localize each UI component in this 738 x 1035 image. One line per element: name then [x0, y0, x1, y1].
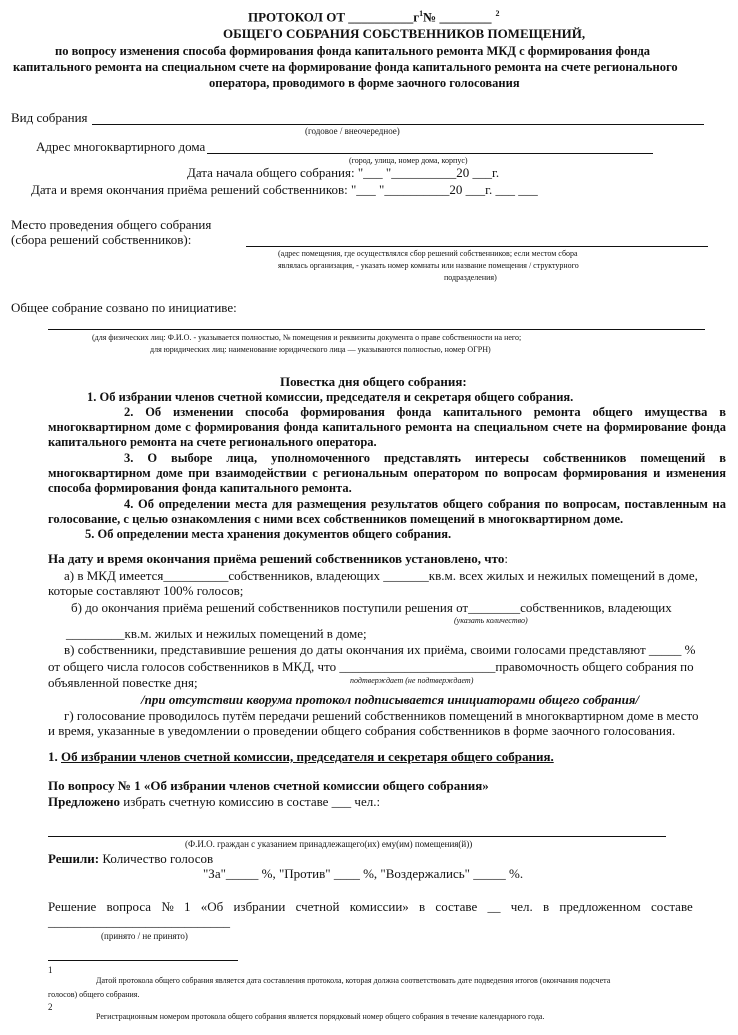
- place-hint-1: (адрес помещения, где осуществлялся сбор решений собственников; если местом сбора: [278, 249, 578, 258]
- address-hint: (город, улица, номер дома, корпус): [349, 156, 468, 165]
- place-label: Место проведения общего собрания: [11, 217, 212, 232]
- agenda-item-2: 2. Об изменении способа формирования фонда капитального ремонта общего имущества в многоквартирном доме с формирования фонда капитального ремонта на специальном счете на формирование фонда капитального ремонта на счете регионального оператора.: [48, 405, 726, 450]
- meeting-type-hint: (годовое / внеочередное): [305, 126, 400, 136]
- agenda-item-1: 1. Об избрании членов счетной комиссии, председателя и секретаря общего собрания.: [87, 390, 574, 404]
- meeting-type-field[interactable]: [92, 124, 704, 125]
- decided-line: Решили: Количество голосов: [48, 851, 214, 866]
- decision-line-1: Решение вопроса № 1 «Об избрании счетной комиссии» в составе __ чел. в предложенном составе: [48, 899, 693, 914]
- agenda-item-3: 3. О выборе лица, уполномоченного представлять интересы собственников помещений в многоквартирном доме при взаимодействии с региональным оператором по вопросам формирования и изменения способа формирования фонда капитального ремонта.: [48, 451, 726, 496]
- quorum-a-1: а) в МКД имеется__________собственников, владеющих _______кв.м. всех жилых и нежилых помещений в доме,: [64, 568, 698, 583]
- initiator-label: Общее собрание созвано по инициативе:: [11, 300, 237, 315]
- place-label-2: (сбора решений собственников):: [11, 232, 192, 247]
- decision-hint: (принято / не принято): [101, 931, 188, 941]
- footnote-2-text: Регистрационным номером протокола общего собрания является порядковый номер общего собрания в течение календарного года.: [96, 1012, 545, 1021]
- quorum-c-2: от общего числа голосов собственников в МКД, что ________________________правомочность общего собрания по: [48, 659, 694, 674]
- protocol-title: ПРОТОКОЛ ОТ $\_\_\_\_\_\_\_\_\_\_г^1№$ ________ $^2$: [248, 9, 500, 25]
- place-hint-3: подразделения): [444, 273, 497, 282]
- quorum-b-hint: (указать количество): [454, 616, 528, 625]
- footnote-1-number: 1: [48, 965, 53, 975]
- no-quorum-note: /при отсутствии кворума протокол подписывается инициаторами общего собрания/: [141, 692, 640, 707]
- quorum-g-1: г) голосование проводилось путём передачи решений собственников помещений в многоквартирном доме в место: [64, 708, 699, 723]
- footnote-1-text-2: голосов) общего собрания.: [48, 990, 140, 999]
- footnote-1-text: Датой протокола общего собрания является дата составления протокола, которая должна соответствовать дате подведения итогов (окончания подсчета: [96, 976, 611, 985]
- place-field[interactable]: [246, 246, 708, 247]
- proposed-line: Предложено избрать счетную комиссию в составе ___ чел.:: [48, 794, 381, 809]
- quorum-b-2: _________кв.м. жилых и нежилых помещений в доме;: [66, 626, 367, 641]
- question-line-2: капитального ремонта на специальном счете на формирование фонда капитального ремонта на счете регионального: [13, 60, 678, 74]
- quorum-a-2: которые составляют 100% голосов;: [48, 583, 244, 598]
- quorum-intro: На дату и время окончания приёма решений собственников установлено, что:: [48, 551, 508, 566]
- initiator-field[interactable]: [48, 329, 705, 330]
- question-line-3: оператора, проводимого в форме заочного голосования: [209, 76, 520, 90]
- protocol-subtitle: ОБЩЕГО СОБРАНИЯ СОБСТВЕННИКОВ ПОМЕЩЕНИЙ,: [223, 26, 586, 41]
- agenda-item-4: 4. Об определении места для размещения результатов общего собрания по вопросам, поставленным на голосование, с целью ознакомления с ними всех собственников помещений в многоквартирном доме.: [48, 497, 726, 527]
- quorum-g-2: и время, указанные в уведомлении о проведении общего собрания собственников в форме заочного голосования.: [48, 723, 676, 738]
- quorum-b-1: б) до окончания приёма решений собственников поступили решения от________собственников, владеющих: [71, 600, 672, 615]
- initiator-hint-2: для юридических лиц: наименование юридического лица — указываются полностью, номер ОГРН): [150, 345, 491, 354]
- quorum-c-hint: подтверждает (не подтверждает): [350, 676, 474, 685]
- question-line-1: по вопросу изменения способа формирования фонда капитального ремонта МКД с формирования фонда: [55, 44, 651, 58]
- place-hint-2: являлась организация, - указать номер комнаты или название помещения / структурного: [278, 261, 579, 270]
- meeting-type-label: Вид собрания: [11, 110, 88, 125]
- question-1-title: По вопросу № 1 «Об избрании членов счетной комиссии общего собрания»: [48, 778, 489, 793]
- agenda-item-5: 5. Об определении места хранения документов общего собрания.: [85, 527, 452, 541]
- footnote-separator: [48, 960, 238, 961]
- quorum-c-3: объявленной повестке дня;: [48, 675, 198, 690]
- votes-line: "За"_____ %, "Против" ____ %, "Воздержались" _____ %.: [203, 866, 524, 881]
- address-field[interactable]: [207, 153, 653, 154]
- quorum-c-1: в) собственники, представившие решения до даты окончания их приёма, своими голосами представляют _____ %: [64, 642, 696, 657]
- address-label: Адрес многоквартирного дома: [36, 139, 206, 154]
- persons-field[interactable]: [48, 836, 666, 837]
- initiator-hint-1: (для физических лиц: Ф.И.О. - указывается полностью, № помещения и реквизиты документа о праве собственности на него;: [92, 333, 522, 342]
- start-date: Дата начала общего собрания: "___ "__________20 ___г.: [187, 165, 500, 180]
- section-1-heading: 1. Об избрании членов счетной комиссии, председателя и секретаря общего собрания.: [48, 749, 554, 764]
- footnote-2-number: 2: [48, 1002, 53, 1012]
- persons-hint: (Ф.И.О. граждан с указанием принадлежащего(их) ему(им) помещения(й)): [185, 839, 473, 849]
- agenda-title: Повестка дня общего собрания:: [280, 374, 467, 389]
- decision-line-2: ____________________________: [48, 914, 230, 929]
- end-date: Дата и время окончания приёма решений собственников: "___ "__________20 ___г. ___ ___: [31, 182, 538, 197]
